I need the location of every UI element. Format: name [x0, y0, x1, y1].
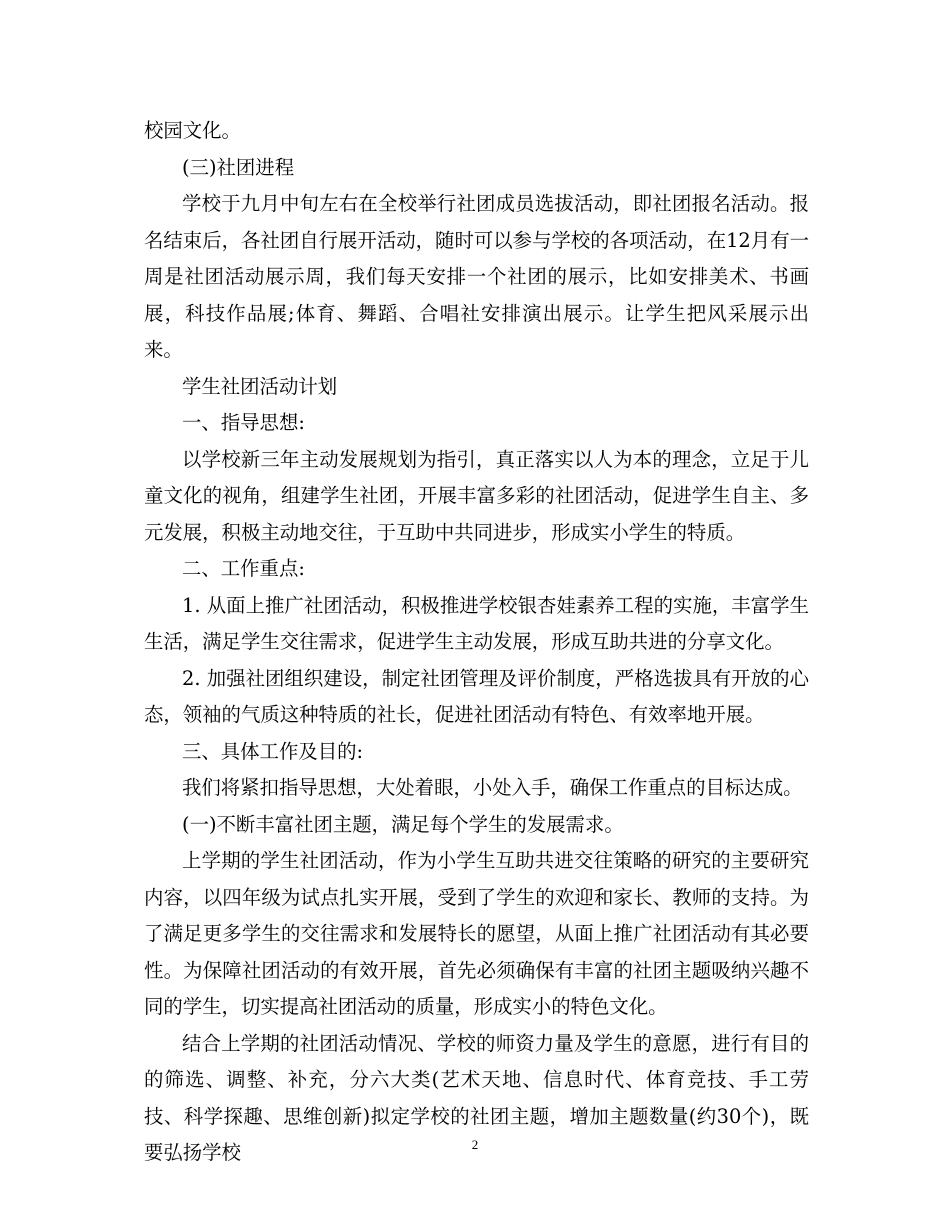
paragraph-club-process: 学校于九月中旬左右在全校举行社团成员选拔活动，即社团报名活动。报名结束后，各社团自行展开活动，随时可以参与学校的各项活动，在12月有一周是社团活动展示周，我们每天安排一个社团的展示，比如安排美术、书画展，科技作品展;体育、舞蹈、合唱社安排演出展示。让学生把风采展示出来。	[144, 192, 809, 361]
heading-club-plan: 学生社团活动计划	[182, 374, 338, 398]
paragraph-campus-culture-end: 校园文化。	[144, 119, 241, 142]
heading-work-focus: 二、工作重点:	[182, 557, 305, 580]
paragraph-specific-work-intro: 我们将紧扣指导思想，大处着眼，小处入手，确保工作重点的目标达成。	[182, 776, 803, 799]
heading-specific-work: 三、具体工作及目的:	[182, 739, 364, 763]
paragraph-last-semester: 上学期的学生社团活动，作为小学生互助共进交往策略的研究的主要研究内容，以四年级为试点扎实开展，受到了学生的欢迎和家长、教师的支持。为了满足更多学生的交往需求和发展特长的愿望，从面上推广社团活动有其必要性。为保障社团活动的有效开展，首先必须确保有丰富的社团主题吸纳兴趣不同的学生，切实提高社团活动的质量，形成实小的特色文化。	[144, 849, 809, 1018]
paragraph-work-focus-2: 2. 加强社团组织建设，制定社团管理及评价制度，严格选拔具有开放的心态，领袖的气质这种特质的社长，促进社团活动有特色、有效率地开展。	[144, 666, 809, 726]
document-body	[144, 113, 809, 1172]
paragraph-work-focus-1: 1. 从面上推广社团活动，积极推进学校银杏娃素养工程的实施，丰富学生生活，满足学生交往需求，促进学生主动发展，形成互助共进的分享文化。	[144, 593, 809, 653]
heading-guiding-thought: 一、指导思想:	[182, 411, 305, 434]
page-number: 2	[471, 1137, 479, 1152]
paragraph-guiding-thought: 以学校新三年主动发展规划为指引，真正落实以人为本的理念，立足于儿童文化的视角，组建学生社团，开展丰富多彩的社团活动，促进学生自主、多元发展，积极主动地交往，于互助中共同进步，形成实小学生的特质。	[144, 447, 809, 544]
heading-enrich-themes: (一)不断丰富社团主题，满足每个学生的发展需求。	[182, 812, 624, 836]
paragraph-combine-themes: 结合上学期的社团活动情况、学校的师资力量及学生的意愿，进行有目的的筛选、调整、补充，分六大类(艺术天地、信息时代、体育竞技、手工劳技、科学探趣、思维创新)拟定学校的社团主题，增加主题数量(约30个)，既要弘扬学校	[144, 1031, 809, 1164]
heading-club-process: (三)社团进程	[182, 155, 295, 179]
